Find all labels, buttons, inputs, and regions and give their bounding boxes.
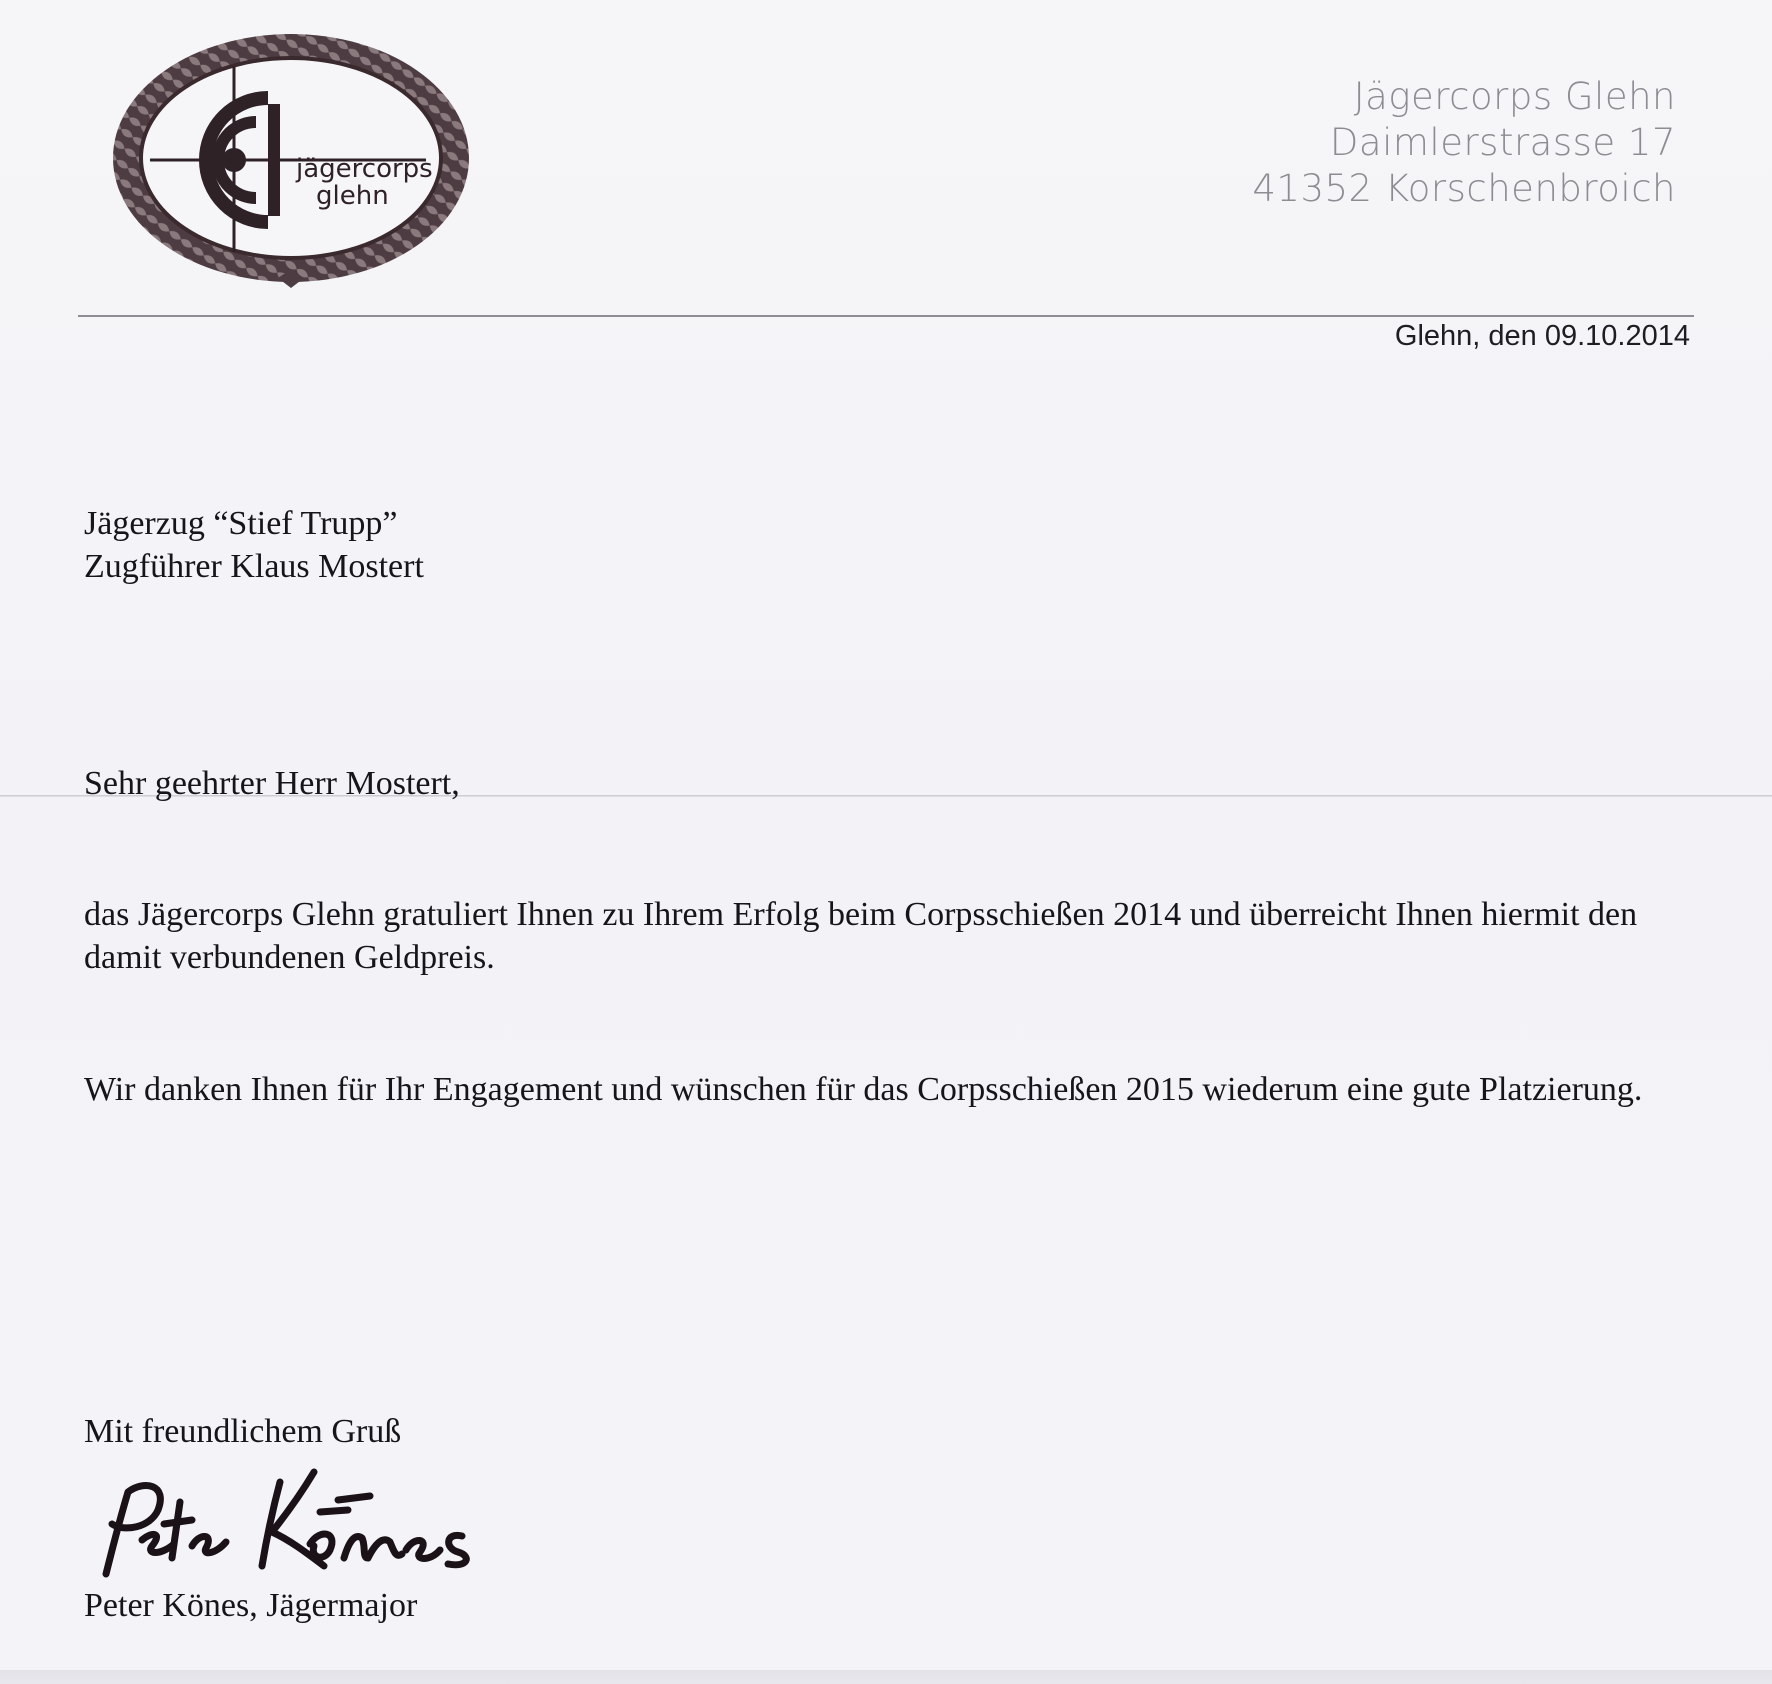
logo-text-line2: glehn: [316, 181, 389, 211]
recipient-line1: Jägerzug “Stief Trupp”: [84, 505, 398, 542]
sender-address: [1252, 74, 1676, 212]
sender-city: 41352 Korschenbroich: [1252, 167, 1676, 210]
signer-name: Peter Könes, Jägermajor: [84, 1587, 418, 1624]
body-paragraph-2: Wir danken Ihnen für Ihr Engagement und wünschen für das Corpsschießen 2015 wiederum eine gute Platzierung.: [84, 1071, 1643, 1108]
paper-bottom-edge: [0, 1670, 1772, 1684]
jaegercorps-logo: [108, 26, 474, 294]
recipient-block: [84, 502, 424, 588]
letterhead-divider: [78, 315, 1694, 317]
handwritten-signature: [84, 1462, 504, 1582]
salutation: Sehr geehrter Herr Mostert,: [84, 765, 460, 802]
body-paragraph-1: das Jägercorps Glehn gratuliert Ihnen zu Ihrem Erfolg beim Corpsschießen 2014 und überreicht Ihnen hiermit den damit verbundenen Geldpreis.: [84, 896, 1638, 976]
target-bullseye: [222, 148, 246, 172]
logo-text-line1: jägercorps: [296, 154, 433, 184]
sender-name: Jägercorps Glehn: [1353, 75, 1676, 118]
recipient-line2: Zugführer Klaus Mostert: [84, 548, 424, 585]
closing: Mit freundlichem Gruß: [84, 1413, 402, 1450]
sender-street: Daimlerstrasse 17: [1329, 121, 1676, 164]
date-line: Glehn, den 09.10.2014: [1394, 320, 1690, 352]
